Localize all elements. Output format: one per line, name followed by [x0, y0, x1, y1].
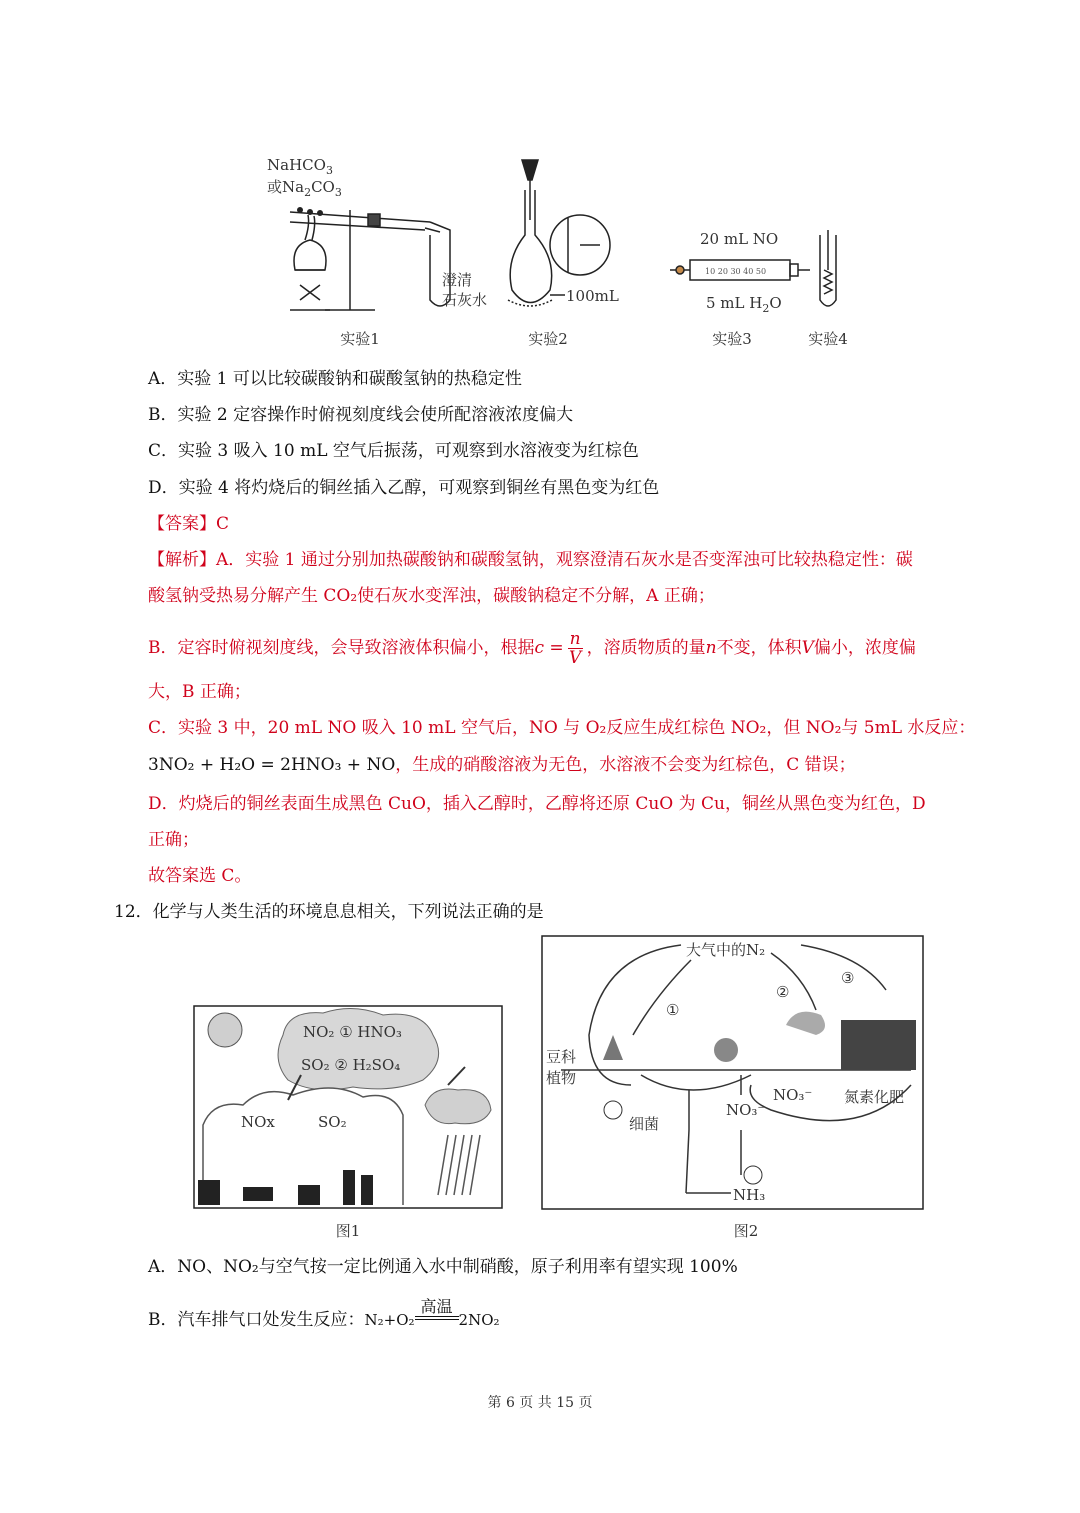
q11-option-b: B．实验 2 定容操作时俯视刻度线会使所配溶液浓度偏大 [148, 405, 574, 425]
fig2-bacteria-label: 细菌 [629, 1115, 660, 1133]
syringe-water-label: 5 mL $H_2O$ [706, 294, 782, 315]
analysis-b-text-2: ，溶质物质的量 [586, 638, 706, 658]
caption-exp3: 实验3 [712, 330, 752, 348]
caption-exp4: 实验4 [808, 330, 848, 348]
analysis-b-text-1: B．定容时俯视刻度线，会导致溶液体积偏小，根据 [148, 638, 535, 658]
q12-option-b-reactants: N₂+O₂ [364, 1311, 415, 1329]
fig1-no2-reaction: NO₂ ① HNO₃ [303, 1023, 402, 1041]
acid-rain-diagram [193, 1005, 503, 1210]
fig2-n2-label: 大气中的N₂ [686, 941, 766, 959]
experiment-apparatus-drawing [250, 150, 870, 350]
limewater-label-2: 石灰水 [442, 291, 488, 309]
reagent-label-1: NaHCO$_3$ [267, 156, 333, 177]
fig1-so2-label: SO₂ [318, 1113, 347, 1131]
reagent-label-2: 或$Na_2CO_3$ [267, 178, 342, 199]
reaction-equation: 3NO₂ + H₂O = 2HNO₃ + NO [148, 755, 396, 775]
high-temp-equals-sign [415, 1298, 459, 1320]
fig1-so2-reaction: SO₂ ② H₂SO₄ [301, 1056, 401, 1074]
flask-volume-label: 100mL [566, 287, 619, 305]
q11-option-a: A．实验 1 可以比较碳酸钠和碳酸氢钠的热稳定性 [148, 369, 522, 389]
analysis-b-text-4: 偏小，浓度偏 [813, 638, 916, 658]
analysis-b-line1 [148, 630, 916, 667]
fig2-nh3-label: NH₃ [733, 1186, 766, 1204]
q12-option-a: A．NO、NO₂与空气按一定比例通入水中制硝酸，原子利用率有望实现 100% [148, 1257, 738, 1277]
fig2-legume-label-2: 植物 [546, 1069, 577, 1087]
formula-c: c = [534, 638, 564, 658]
figure-1 [193, 1005, 503, 1210]
fraction-n-over-v [568, 630, 583, 667]
caption-exp2: 实验2 [528, 330, 568, 348]
caption-fig2: 图2 [733, 1222, 759, 1240]
fig2-circle-2: ② [776, 983, 790, 1001]
analysis-b-text-3: 不变，体积 [716, 638, 802, 658]
figure-2 [541, 935, 924, 1210]
fraction-numerator: n [569, 629, 581, 649]
q11-option-d: D．实验 4 将灼烧后的铜丝插入乙醇，可观察到铜丝有黑色变为红色 [148, 478, 660, 498]
analysis-d-line1: D．灼烧后的铜丝表面生成黑色 CuO，插入乙醇时，乙醇将还原 CuO 为 Cu，铜丝从黑色变为红色，D [148, 794, 926, 814]
fig2-no3-label-2: NO₃⁻ [773, 1086, 813, 1104]
analysis-a-line1: 【解析】A．实验 1 通过分别加热碳酸钠和碳酸氢钠，观察澄清石灰水是否变浑浊可比较热稳定性：碳 [148, 550, 913, 570]
syringe-scale: 10 20 30 40 50 [705, 267, 767, 276]
caption-exp1: 实验1 [340, 330, 380, 348]
analysis-a-line2: 酸氢钠受热易分解产生 CO₂使石灰水变浑浊，碳酸钠稳定不分解，A 正确； [148, 586, 715, 606]
q11-answer: 【答案】C [148, 514, 230, 534]
page-footer: 第 6 页 共 15 页 [487, 1395, 593, 1411]
fig2-legume-label-1: 豆科 [546, 1048, 577, 1066]
analysis-c-line1: C．实验 3 中，20 mL NO 吸入 10 mL 空气后，NO 与 O₂反应生成红棕色 NO₂，但 NO₂与 5mL 水反应： [148, 718, 976, 738]
symbol-v: V [801, 638, 814, 658]
fig2-circle-1: ① [666, 1001, 680, 1019]
analysis-c-line2 [148, 753, 856, 777]
q11-option-c: C．实验 3 吸入 10 mL 空气后振荡，可观察到水溶液变为红棕色 [148, 441, 639, 461]
syringe-no-label: 20 mL NO [700, 230, 779, 248]
experiment-figure [250, 150, 870, 350]
fig2-circle-3: ③ [841, 969, 855, 987]
symbol-n: n [705, 638, 717, 658]
nitrogen-cycle-diagram [541, 935, 924, 1210]
fig2-fertilizer-label: 氮素化肥 [844, 1088, 905, 1106]
fig1-nox-label: NOx [241, 1113, 275, 1131]
condition-label: 高温 [420, 1297, 453, 1316]
fraction-denominator: V [569, 648, 582, 668]
limewater-label-1: 澄清 [442, 271, 473, 289]
analysis-b-line2: 大，B 正确； [148, 682, 251, 702]
caption-fig1: 图1 [335, 1222, 361, 1240]
analysis-conclusion: 故答案选 C。 [148, 866, 252, 886]
fig2-no3-label-1: NO₃⁻ [726, 1101, 766, 1119]
q12-option-b-text: B．汽车排气口处发生反应： [148, 1310, 365, 1330]
analysis-d-line2: 正确； [148, 830, 199, 850]
analysis-c-text: ，生成的硝酸溶液为无色，水溶液不会变为红棕色，C 错误； [395, 755, 856, 775]
q12-option-b [148, 1296, 500, 1332]
q12-option-b-product: 2NO₂ [458, 1311, 500, 1329]
q12-stem: 12．化学与人类生活的环境息息相关，下列说法正确的是 [114, 902, 544, 922]
